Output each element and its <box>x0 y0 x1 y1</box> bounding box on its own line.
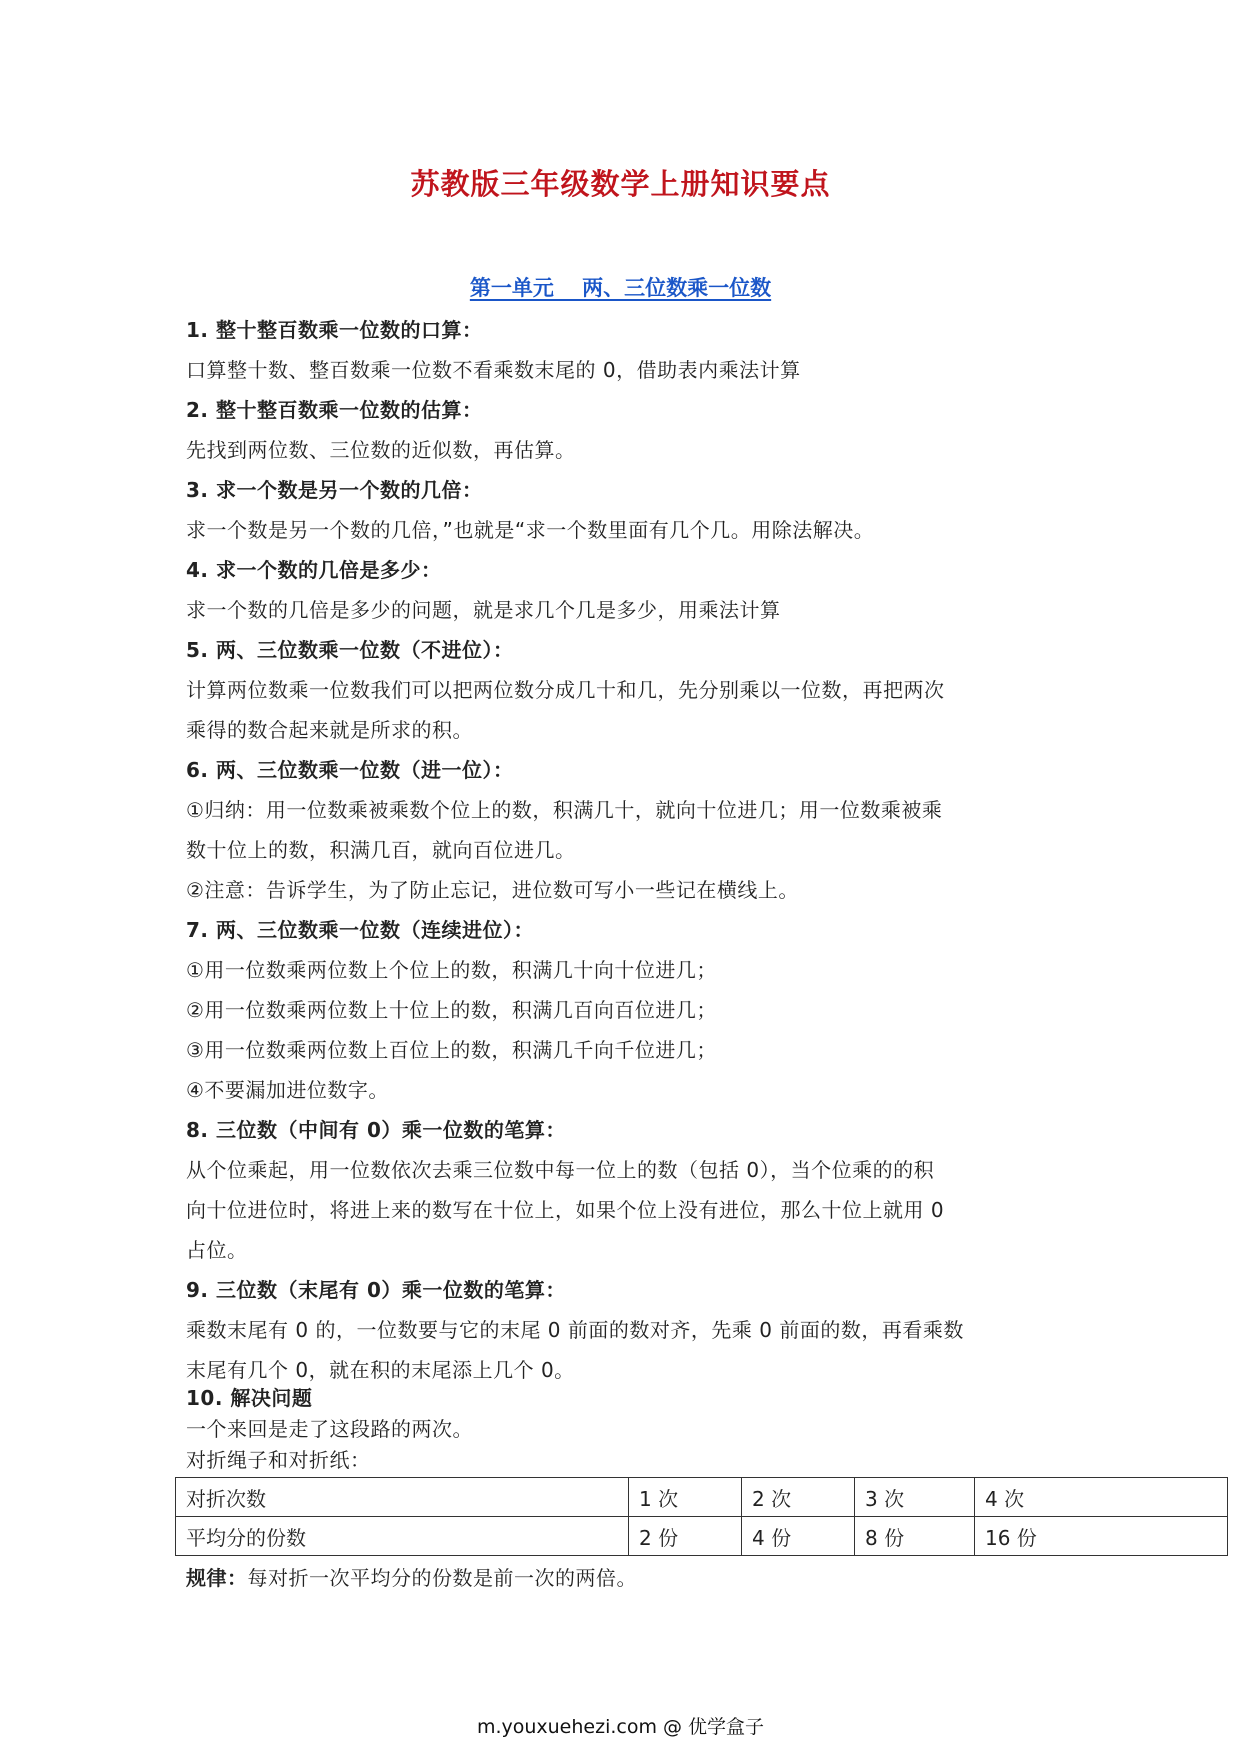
rule-text: 每对折一次平均分的份数是前一次的两倍。 <box>247 1566 637 1590</box>
table-cell: 2 份 <box>629 1517 742 1556</box>
section-heading: 6. 两、三位数乘一位数（进一位）： <box>186 758 514 782</box>
section-text: 乘数末尾有 0 的，一位数要与它的末尾 0 前面的数对齐，先乘 0 前面的数，再看乘数 <box>186 1318 964 1342</box>
section-text: ②用一位数乘两位数上十位上的数，积满几百向百位进几； <box>186 998 717 1022</box>
section-heading: 10. 解决问题 <box>186 1386 313 1410</box>
table-cell: 1 次 <box>629 1478 742 1517</box>
section-text: 末尾有几个 0，就在积的末尾添上几个 0。 <box>186 1358 575 1382</box>
fold-table <box>175 1477 1228 1556</box>
section-heading: 8. 三位数（中间有 0）乘一位数的笔算： <box>186 1118 566 1142</box>
table-cell: 对折次数 <box>176 1478 629 1517</box>
section-text: 求一个数的几倍是多少的问题，就是求几个几是多少，用乘法计算 <box>186 598 781 622</box>
section-text: 计算两位数乘一位数我们可以把两位数分成几十和几，先分别乘以一位数，再把两次 <box>186 678 945 702</box>
table-cell: 4 次 <box>975 1478 1228 1517</box>
table-cell: 平均分的份数 <box>176 1517 629 1556</box>
rule-label: 规律： <box>186 1566 248 1590</box>
unit-heading: 第一单元 两、三位数乘一位数 <box>469 276 772 300</box>
footer-watermark: m.youxuehezi.com @ 优学盒子 <box>476 1716 765 1738</box>
section-text: 乘得的数合起来就是所求的积。 <box>186 718 473 742</box>
document-title: 苏教版三年级数学上册知识要点 <box>410 167 831 201</box>
section-heading: 5. 两、三位数乘一位数（不进位）： <box>186 638 514 662</box>
table-cell: 3 次 <box>855 1478 975 1517</box>
section-heading: 1. 整十整百数乘一位数的口算： <box>186 318 483 342</box>
section-text: ①归纳：用一位数乘被乘数个位上的数，积满几十，就向十位进几；用一位数乘被乘 <box>186 798 943 822</box>
section-text: 从个位乘起，用一位数依次去乘三位数中每一位上的数（包括 0），当个位乘的的积 <box>186 1158 935 1182</box>
section-text: ③用一位数乘两位数上百位上的数，积满几千向千位进几； <box>186 1038 717 1062</box>
table-row <box>176 1517 1228 1556</box>
section-heading: 7. 两、三位数乘一位数（连续进位）： <box>186 918 534 942</box>
section-text: ④不要漏加进位数字。 <box>186 1078 389 1102</box>
section-text: 先找到两位数、三位数的近似数，再估算。 <box>186 438 576 462</box>
section-heading: 2. 整十整百数乘一位数的估算： <box>186 398 483 422</box>
knowledge-sections <box>186 310 1056 1390</box>
section-text: 对折绳子和对折纸： <box>186 1448 371 1472</box>
rule-line <box>186 1562 637 1591</box>
table-row <box>176 1478 1228 1517</box>
section-heading: 3. 求一个数是另一个数的几倍： <box>186 478 483 502</box>
table-cell: 16 份 <box>975 1517 1228 1556</box>
table-cell: 4 份 <box>742 1517 855 1556</box>
section-text: 数十位上的数，积满几百，就向百位进几。 <box>186 838 576 862</box>
table-cell: 8 份 <box>855 1517 975 1556</box>
section-text: 向十位进位时，将进上来的数写在十位上，如果个位上没有进位，那么十位上就用 0 <box>186 1198 945 1222</box>
section-text: 口算整十数、整百数乘一位数不看乘数末尾的 0，借助表内乘法计算 <box>186 358 801 382</box>
section-text: 求一个数是另一个数的几倍，”也就是“求一个数里面有几个几。用除法解决。 <box>186 518 875 542</box>
section-heading: 4. 求一个数的几倍是多少： <box>186 558 442 582</box>
section-text: 占位。 <box>186 1238 248 1262</box>
section-text: ①用一位数乘两位数上个位上的数，积满几十向十位进几； <box>186 958 717 982</box>
section-heading: 9. 三位数（末尾有 0）乘一位数的笔算： <box>186 1278 566 1302</box>
table-cell: 2 次 <box>742 1478 855 1517</box>
section-text: ②注意：告诉学生，为了防止忘记，进位数可写小一些记在横线上。 <box>186 878 799 902</box>
section-text: 一个来回是走了这段路的两次。 <box>186 1417 473 1441</box>
